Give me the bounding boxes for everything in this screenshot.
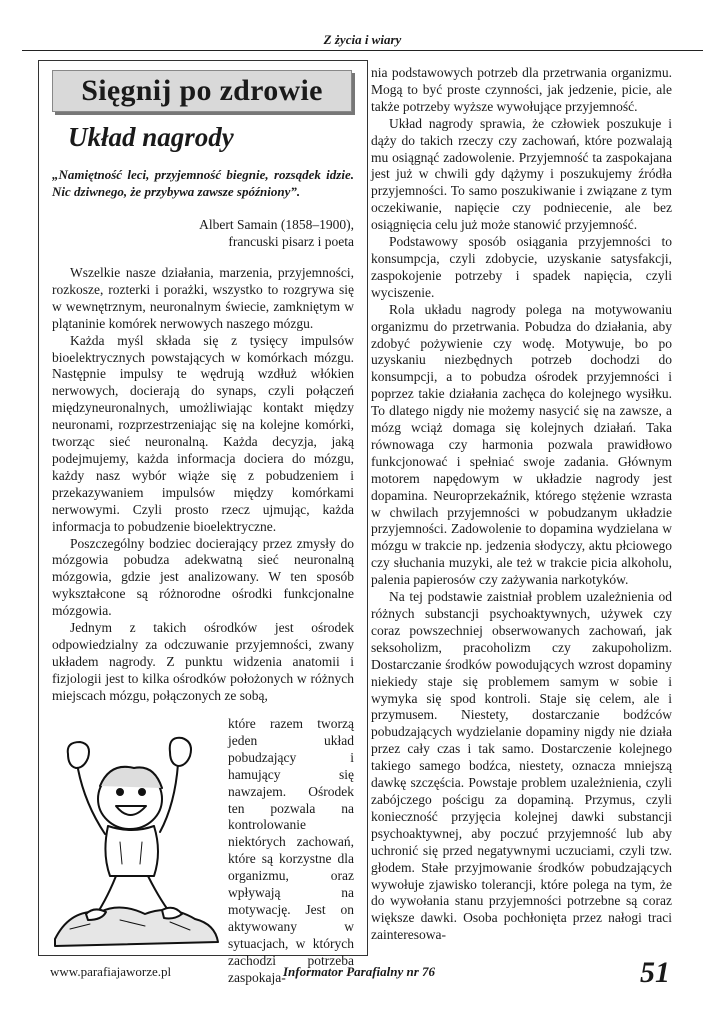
right-column-body [371, 65, 672, 944]
left-column-wrap-text [228, 716, 354, 987]
attribution-name: Albert Samain (1858–1900), [199, 217, 354, 232]
left-column-body [52, 265, 354, 705]
epigraph-attribution [52, 216, 354, 250]
right-shoe [162, 908, 182, 919]
footer-website: www.parafiajaworze.pl [50, 964, 172, 979]
paragraph: Podstawowy sposób osiągania przyjemności to konsumpcja, czyli zdobycie, uzyskanie satysfakcji, zaspokojenie potrzeby i spadek napięcia, czyli wyciszenie. [371, 234, 672, 300]
right-leg [148, 876, 168, 910]
left-eye [117, 789, 123, 795]
left-leg [98, 876, 116, 912]
attribution-role: francuski pisarz i poeta [228, 234, 354, 249]
running-head: Z życia i wiary [323, 32, 402, 47]
left-fist [68, 742, 89, 768]
article-title: Sięgnij po zdrowie [52, 70, 352, 112]
paragraph: Na tej podstawie zaistniał problem uzależnienia od różnych substancji psychoaktywnych, używek czy coraz powszechniej obserwowanych zachowań, jak seksoholizm, pracoholizm czy zakupoholizm. Dostarczanie środków powodujących wzrost dopaminy niekiedy staje się problemem samym w sobie i wymyka się spod kontroli. Staje się celem, ale i przymusem. Niestety, dostarczanie bodźców pobudzających wydzielanie dopaminy nigdy nie działa przez cały czas i tak samo. Dostarczenie kolejnego takiego samego bodźca, niestety, oznacza mniejszą dawkę szczęścia. Powstaje problem uzależnienia, czyli zabójczego pościgu za dopaminą. Przymus, czyli konieczność przyjęcia kolejnej dawki substancji psychoaktywnej, aby poczuć przyjemność lub aby uchronić się przed negatywnymi uczuciami, czyli tzw. głodem. Stałe przyjmowanie środków pobudzających wywołuje zjawisko tolerancji, które polega na tym, że do wywołania stanu przyjemności potrzebne są coraz większe dawki. Osoba pochłonięta przez nałogi traci zainteresowa- [371, 589, 672, 943]
paragraph: Wszelkie nasze działania, marzenia, przyjemności, rozkosze, rozterki i porażki, wszystko to rozgrywa się w wewnętrznym, neuronalnym świecie, zamkniętym w plątaninie komórek nerwowych naszego mózgu. [52, 265, 354, 331]
right-fist [170, 738, 191, 766]
page-number: 51 [640, 956, 670, 989]
article-subtitle: Układ nagrody [68, 122, 234, 152]
paragraph: Jednym z takich ośrodków jest ośrodek odpowiedzialny za odczuwanie przyjemności, zwany układem nagrody. Z punktu widzenia anatomii i fizjologii jest to kilka ośrodków położonych w różnych miejscach mózgu, połączonych ze sobą, [52, 620, 354, 703]
paragraph: Układ nagrody sprawia, że człowiek poszukuje i dąży do takich rzeczy czy zachowań, które pozwalają mu osiągnąć zadowolenie. Przyjemność ta zaspokajana jest już w chwili gdy dążymy i poszukujemy źródła przyjemności. To samo poszukiwanie i związane z tym oczekiwanie, napięcie czy podniecenie, ale bez osiągnięcia celu już może stanowić przyjemność. [371, 115, 672, 233]
paragraph: Poszczególny bodziec docierający przez zmysły do mózgowia pobudza adekwatną sieć neuronalną mózgowia, gdzie jest analizowany. W ten sposób wykształcone są różnorodne ośrodki funkcjonalne mózgowia. [52, 535, 354, 619]
paragraph: nia podstawowych potrzeb dla przetrwania organizmu. Mogą to być proste czynności, jak jedzenie, picie, ale także potrzeby wyższe wywołujące przyjemność. [371, 65, 672, 114]
header-rule [22, 50, 703, 51]
right-eye [139, 789, 145, 795]
hair [100, 767, 162, 788]
cheering-boy-illustration [50, 724, 220, 954]
paragraph: Każda myśl składa się z tysięcy impulsów bioelektrycznych powstających w komórkach mózgu. Następnie impulsy te wędrują wzdłuż włókien nerwowych, docierają do synaps, czyli połączeń międzyneuronalnych, umożliwiając kontakt między neuronami, rozprzestrzeniając się na kolejne komórki, tworząc sieć neuronalną. Każda decyzja, jaką podejmujemy, każda informacja dociera do mózgu, każdy nasz wybór wiąże się z pobudzeniem i przekazywaniem impulsów między komórkami nerwowymi. Czyli prosto rzecz ujmując, każda informacja to pobudzenie bioelektryczne. [52, 332, 354, 534]
paragraph: Rola układu nagrody polega na motywowaniu organizmu do przetrwania. Pobudza do działania, aby zdobyć pożywienie czy wodę. Motywuje, bo po uzyskaniu niezbędnych potrzeb dochodzi do konsumpcji, a to pobudza ośrodek przyjemności i poprzez takie działania zachęca do kolejnego wysiłku. To dlatego nigdy nie możemy nasycić się na zawsze, a mózg wciąż domaga się kolejnych działań. Taka równowaga czy harmonia pozwala prawidłowo funkcjonować i spełniać swoje zadania. Głównym motorem napędowym w układzie nagrody jest dopamina. Neuroprzekaźnik, którego stężenie wzrasta w chwilach przyjemności w pobudzanym układzie przyjemności. Zadowolenie to dopamina wydzielana w mózgu w trakcie np. jedzenia słodyczy, aktu płciowego czy słuchania muzyki, ale też w trakcie picia alkoholu, palenia papierosów czy zażywania narkotyków. [371, 301, 672, 588]
footer-magazine: Informator Parafialny nr 76 [283, 964, 436, 979]
shirt [105, 826, 158, 876]
paragraph: które razem tworzą jeden układ pobudzający i hamujący się nawzajem. Ośrodek ten pozwala na kontrolowanie niektórych zachowań, które są korzystne dla organizmu, oraz wpływają na motywację. Jest on aktywowany w sytuacjach, w których zachodzi potrzeba zaspokaja- [228, 716, 354, 985]
epigraph-quote: „Namiętność leci, przyjemność biegnie, rozsądek idzie. Nic dziwnego, że przybywa zawsze spóźniony”. [52, 167, 354, 199]
